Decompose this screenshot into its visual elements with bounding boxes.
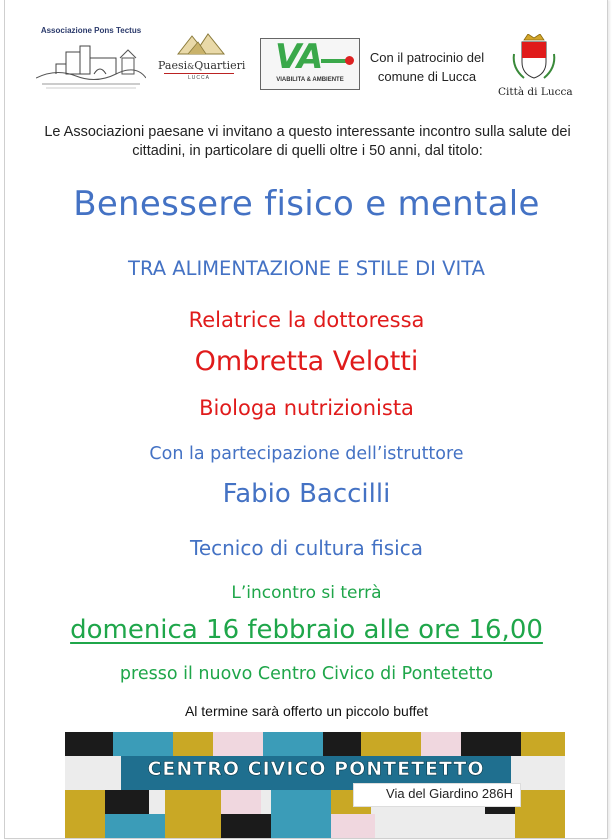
event-subtitle: TRA ALIMENTAZIONE E STILE DI VITA [128, 257, 485, 280]
banner-address: Via del Giardino 286H [386, 786, 513, 801]
va-letters: VA [275, 37, 322, 77]
va-caption: VIABILITA & AMBIENTE [276, 77, 344, 83]
event-date: domenica 16 febbraio alle ore 16,00 [70, 615, 543, 645]
participation-text: Con la partecipazione dell’istruttore [149, 444, 464, 464]
paesi-divider [164, 73, 234, 74]
ampersand-label: & [187, 62, 195, 71]
pons-tectus-label: Associazione Pons Tectus [40, 26, 142, 35]
pons-tectus-logo [36, 26, 146, 102]
lucca-crest-logo [498, 34, 573, 102]
viabilita-ambiente-logo [260, 38, 360, 90]
paesi-label: Paesi [158, 59, 188, 72]
speaker-role: Biologa nutrizionista [199, 396, 414, 420]
speaker-intro: Relatrice la dottoressa [188, 308, 425, 332]
quartieri-label: Quartieri [194, 59, 246, 72]
instructor-name: Fabio Baccilli [222, 479, 391, 509]
intro-text: Le Associazioni paesane vi invitano a questo interessante incontro sulla salute dei cittadini, in particolare di quelli oltre i 50 anni, dal titolo: [44, 124, 571, 159]
event-location: presso il nuovo Centro Civico di Pontetetto [119, 664, 494, 684]
paesi-city-label: LUCCA [188, 75, 210, 81]
paesi-quartieri-logo [158, 30, 246, 82]
event-title: Benessere fisico e mentale [73, 184, 540, 224]
buffet-note: Al termine sarà offerto un piccolo buffet [184, 703, 429, 719]
banner-title: CENTRO CIVICO PONTETETTO [147, 758, 485, 780]
instructor-role: Tecnico di cultura fisica [190, 536, 423, 560]
speaker-name: Ombretta Velotti [194, 346, 419, 377]
crest-icon [510, 34, 558, 84]
event-intro: L’incontro si terrà [231, 583, 382, 603]
centro-civico-banner [65, 732, 565, 838]
bridge-icon [36, 38, 146, 100]
lucca-crest-label: Città di Lucca [498, 86, 573, 98]
va-dot-icon [345, 56, 354, 65]
mountains-icon [176, 30, 226, 56]
patronage-text: Con il patrocinio del comune di Lucca [369, 50, 485, 84]
